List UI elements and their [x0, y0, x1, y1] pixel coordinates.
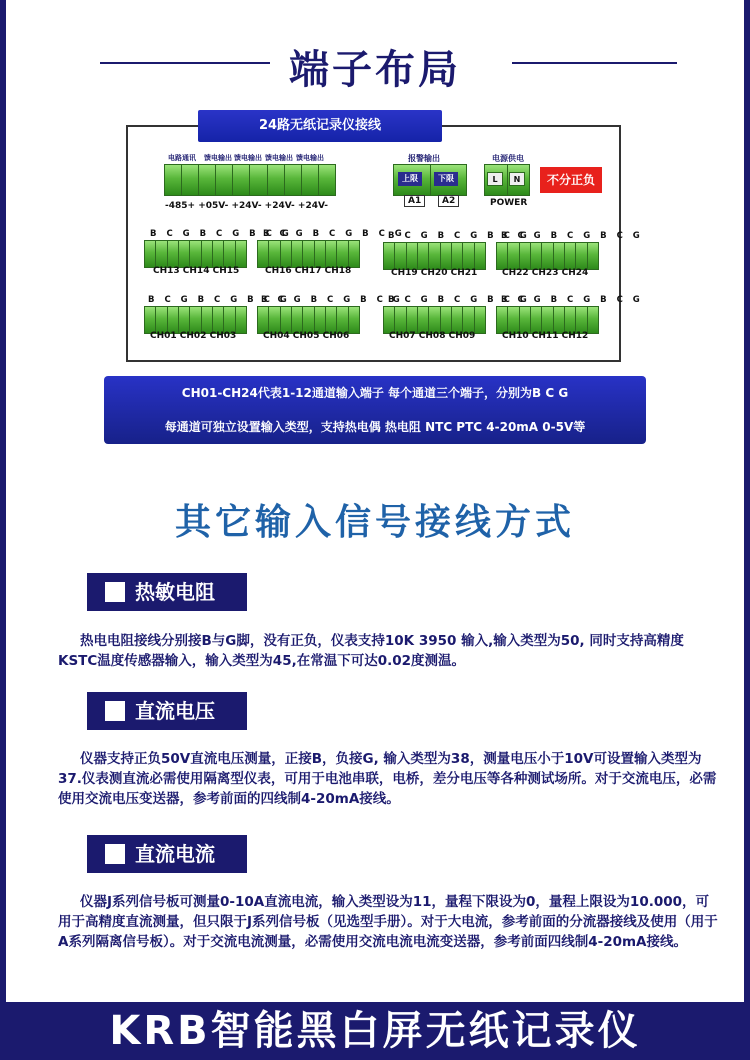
square-icon [105, 844, 125, 864]
pins-label: B C G B C G B C G [150, 229, 293, 239]
pins-label: B C G B C G B C G [388, 295, 531, 305]
channel-group-label: CH13 CH14 CH15 [153, 266, 240, 276]
top-label-feed4: 馈电输出 [296, 154, 324, 162]
power-n: N [509, 172, 525, 186]
section-title-text: 热敏电阻 [135, 580, 215, 604]
section-title-text: 直流电压 [135, 699, 215, 723]
pins-label: B C G B C G B C G [263, 229, 406, 239]
power-l: L [487, 172, 503, 186]
power-label: 电源供电 [492, 154, 524, 163]
top-label-feed1: 馈电输出 [204, 154, 232, 162]
wiring-title: 24路无纸记录仪接线 [198, 110, 442, 142]
section-title-text: 直流电流 [135, 842, 215, 866]
pins-label: B C G B C G B C G [388, 231, 531, 241]
section-title-dc-voltage [87, 692, 247, 730]
channel-terminal-block [257, 240, 360, 268]
info-line-2: 每通道可独立设置输入类型，支持热电偶 热电阻 NTC PTC 4-20mA 0-5V等 [164, 420, 586, 434]
channel-terminal-block [144, 306, 247, 334]
channel-terminal-block [496, 306, 599, 334]
channel-group-label: CH01 CH02 CH03 [150, 331, 237, 341]
channel-terminal-block [383, 242, 486, 270]
alarm-a1: A1 [404, 195, 425, 207]
channel-group-label: CH10 CH11 CH12 [502, 331, 589, 341]
alarm-label: 报警输出 [408, 154, 440, 163]
page [6, 0, 744, 1002]
section-text-thermistor: 热电电阻接线分别接B与G脚，没有正负，仪表支持10K 3950 输入,输入类型为50, 同时支持高精度KSTC温度传感器输入，输入类型为45,在常温下可达0.02度测温。 [58, 633, 684, 669]
pins-label: B C G B C G B C G [501, 295, 644, 305]
footer-banner: KRB智能黑白屏无纸记录仪 [109, 1008, 641, 1054]
info-line-1: CH01-CH24代表1-12通道输入端子 每个通道三个端子，分别为B C G [181, 386, 569, 400]
info-banner [104, 376, 646, 444]
top-label-feed3: 馈电输出 [265, 154, 293, 162]
channel-group-label: CH19 CH20 CH21 [391, 268, 478, 278]
alarm-a2: A2 [438, 195, 459, 207]
square-icon [105, 582, 125, 602]
section-title-thermistor [87, 573, 247, 611]
alarm-lower-tag: 下限 [434, 172, 458, 186]
alarm-upper-tag: 上限 [398, 172, 422, 186]
page-title: 端子布局 [289, 47, 461, 93]
pins-label: B C G B C G B C G [261, 295, 404, 305]
no-polarity-badge: 不分正负 [540, 167, 602, 193]
top-terminal-block [164, 164, 336, 196]
channel-terminal-block [257, 306, 360, 334]
channel-terminal-block [496, 242, 599, 270]
channel-terminal-block [383, 306, 486, 334]
section-text-dc-voltage: 仪器支持正负50V直流电压测量，正接B，负接G, 输入类型为38，测量电压小于10V可设置输入类型为37.仪表测直流必需使用隔离型仪表，可用于电池串联，电桥，差分电压等各种测试场所。对于交流电压，必需使用交流电压变送器，参考前面的四线制4-20mA接线。 [58, 751, 717, 807]
channel-terminal-block [144, 240, 247, 268]
square-icon [105, 701, 125, 721]
top-terminal-labels: -485+ +05V- +24V- +24V- +24V- [165, 201, 329, 211]
section-text-dc-current: 仪器J系列信号板可测量0-10A直流电流，输入类型设为11，量程下限设为0，量程上限设为10.000，可用于高精度直流测量，但只限于J系列信号板（见选型手册）。对于大电流，参考前面的分流器接线及使用（用于A系列隔离信号板）。对于交流电流测量，必需使用交流电流电流变送器，参考前面四线制4-20mA接线。 [58, 894, 718, 950]
top-label-comm: 电路通讯 [168, 154, 196, 162]
top-label-feed2: 馈电输出 [234, 154, 262, 162]
pins-label: B C G B C G B C G [501, 231, 644, 241]
channel-group-label: CH07 CH08 CH09 [389, 331, 476, 341]
section-title-dc-current [87, 835, 247, 873]
pins-label: B C G B C G B C G [148, 295, 291, 305]
section-heading: 其它输入信号接线方式 [174, 502, 575, 543]
power-text: POWER [490, 198, 528, 208]
channel-group-label: CH04 CH05 CH06 [263, 331, 350, 341]
channel-group-label: CH16 CH17 CH18 [265, 266, 352, 276]
channel-group-label: CH22 CH23 CH24 [502, 268, 589, 278]
